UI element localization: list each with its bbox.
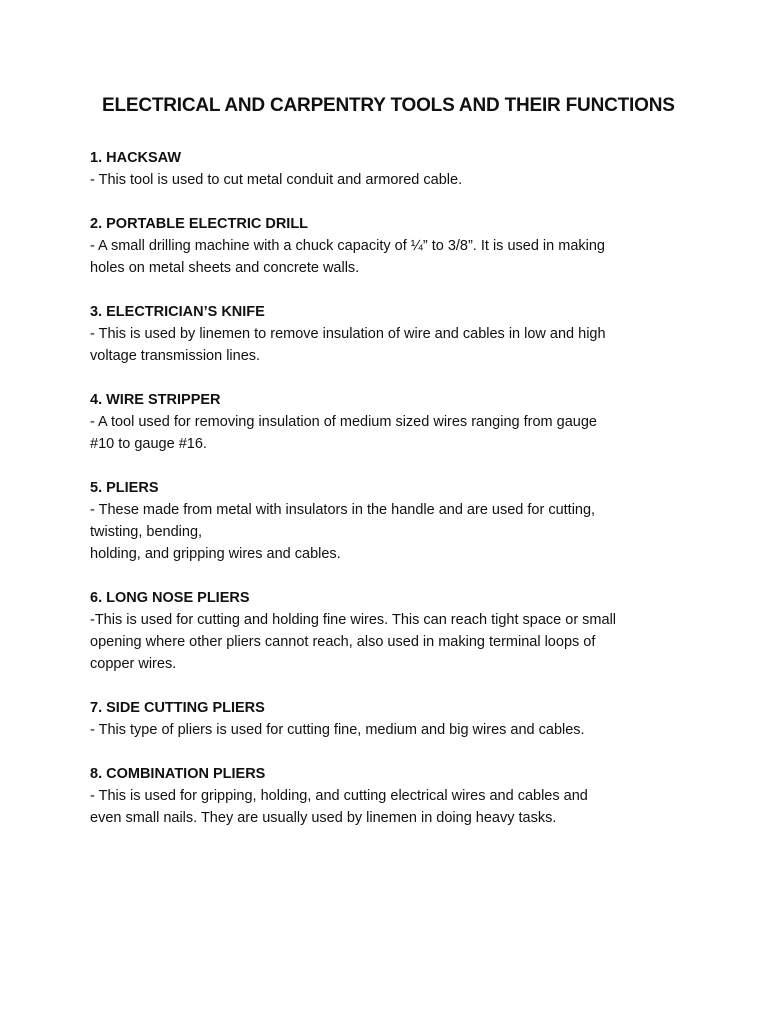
- section-description: [90, 169, 672, 191]
- section-description: [90, 411, 672, 455]
- tool-section-long-nose-pliers: [90, 587, 672, 675]
- tool-section-side-cutting-pliers: [90, 697, 672, 741]
- tool-section-portable-electric-drill: [90, 213, 672, 279]
- description-line: voltage transmission lines.: [90, 348, 261, 364]
- section-description: [90, 323, 672, 367]
- description-line: - A tool used for removing insulation of medium sized wires ranging from gauge: [90, 414, 597, 430]
- description-line: - These made from metal with insulators in the handle and are used for cutting,: [90, 502, 596, 518]
- section-heading: 6. LONG NOSE PLIERS: [90, 590, 250, 606]
- description-line: copper wires.: [90, 656, 177, 672]
- section-description: [90, 235, 672, 279]
- tool-section-pliers: [90, 477, 672, 565]
- section-heading: 2. PORTABLE ELECTRIC DRILL: [90, 216, 309, 232]
- section-heading: 1. HACKSAW: [90, 150, 182, 166]
- description-line: - This is used by linemen to remove insulation of wire and cables in low and high: [90, 326, 606, 342]
- section-description: [90, 499, 672, 565]
- tool-section-hacksaw: [90, 147, 672, 191]
- description-line: - A small drilling machine with a chuck capacity of ¼” to 3/8”. It is used in making: [90, 238, 605, 254]
- section-heading: 5. PLIERS: [90, 480, 159, 496]
- description-line: - This tool is used to cut metal conduit and armored cable.: [90, 172, 463, 188]
- tool-section-electricians-knife: [90, 301, 672, 367]
- tool-section-combination-pliers: [90, 763, 672, 829]
- section-heading: 7. SIDE CUTTING PLIERS: [90, 700, 265, 716]
- description-line: opening where other pliers cannot reach, also used in making terminal loops of: [90, 634, 596, 650]
- description-line: even small nails. They are usually used by linemen in doing heavy tasks.: [90, 810, 557, 826]
- section-heading: 4. WIRE STRIPPER: [90, 392, 221, 408]
- section-heading: 8. COMBINATION PLIERS: [90, 766, 266, 782]
- section-description: [90, 785, 672, 829]
- section-heading: 3. ELECTRICIAN’S KNIFE: [90, 304, 265, 320]
- tool-section-wire-stripper: [90, 389, 672, 455]
- document-title: ELECTRICAL AND CARPENTRY TOOLS AND THEIR FUNCTIONS: [102, 95, 675, 116]
- description-line: twisting, bending,: [90, 524, 203, 540]
- section-description: [90, 719, 672, 741]
- description-line: -This is used for cutting and holding fine wires. This can reach tight space or small: [90, 612, 617, 628]
- description-line: - This type of pliers is used for cutting fine, medium and big wires and cables.: [90, 722, 585, 738]
- description-line: holes on metal sheets and concrete walls.: [90, 260, 360, 276]
- description-line: holding, and gripping wires and cables.: [90, 546, 341, 562]
- description-line: #10 to gauge #16.: [90, 436, 207, 452]
- section-description: [90, 609, 672, 675]
- description-line: - This is used for gripping, holding, and cutting electrical wires and cables and: [90, 788, 588, 804]
